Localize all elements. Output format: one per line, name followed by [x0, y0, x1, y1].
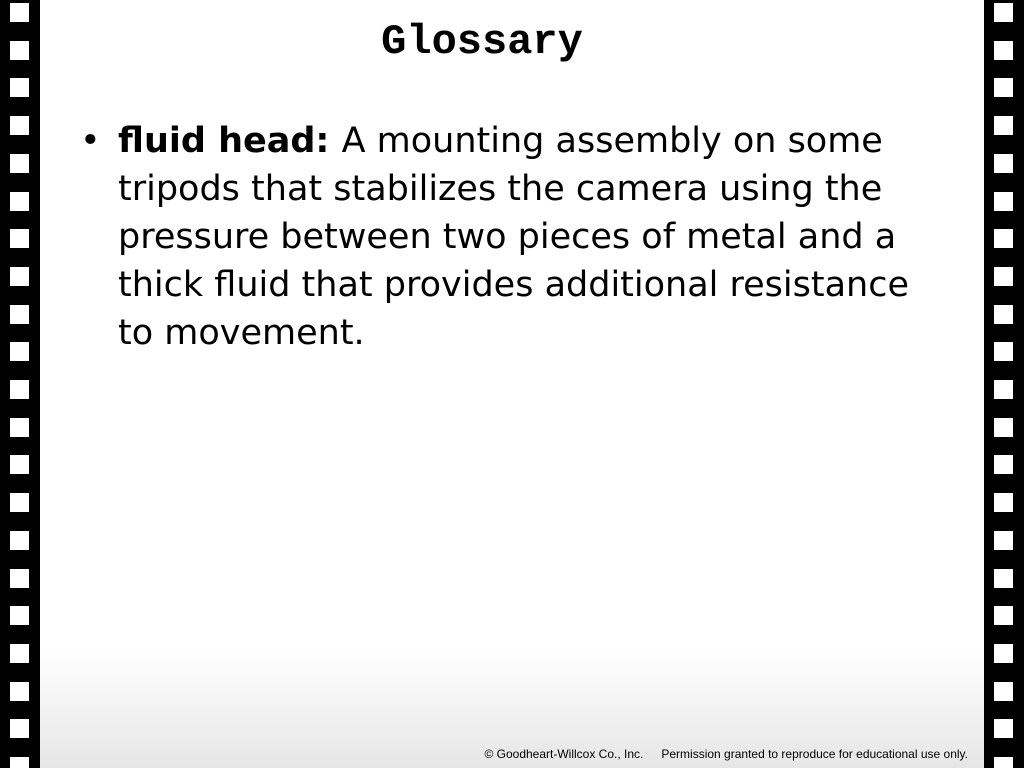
bullet-list — [80, 117, 920, 357]
film-strip-left — [0, 0, 40, 768]
sprocket-hole-right — [994, 380, 1013, 399]
sprocket-hole-left — [10, 493, 29, 512]
sprocket-hole-right — [994, 116, 1013, 135]
sprocket-hole-right — [994, 719, 1013, 738]
sprocket-hole-right — [994, 644, 1013, 663]
sprocket-hole-right — [994, 78, 1013, 97]
sprocket-hole-right — [994, 41, 1013, 60]
sprocket-hole-left — [10, 229, 29, 248]
sprocket-hole-left — [10, 342, 29, 361]
sprocket-hole-right — [994, 455, 1013, 474]
sprocket-hole-right — [994, 757, 1013, 768]
sprocket-hole-right — [994, 342, 1013, 361]
sprocket-hole-left — [10, 719, 29, 738]
glossary-definition: A mounting assembly on some tripods that stabilizes the camera using the pressure between two pieces of metal and a thick fluid that provides additional resistance to movement. — [118, 121, 909, 353]
sprocket-hole-left — [10, 267, 29, 286]
sprocket-hole-left — [10, 531, 29, 550]
sprocket-hole-right — [994, 418, 1013, 437]
glossary-entry — [80, 117, 920, 357]
sprocket-hole-right — [994, 305, 1013, 324]
sprocket-hole-left — [10, 116, 29, 135]
sprocket-hole-left — [10, 418, 29, 437]
sprocket-hole-right — [994, 606, 1013, 625]
footer-copyright: © Goodheart-Willcox Co., Inc. — [484, 747, 644, 761]
footer — [484, 746, 968, 762]
sprocket-hole-left — [10, 757, 29, 768]
sprocket-hole-left — [10, 380, 29, 399]
sprocket-hole-right — [994, 229, 1013, 248]
sprocket-hole-left — [10, 154, 29, 173]
sprocket-hole-right — [994, 569, 1013, 588]
sprocket-hole-left — [10, 455, 29, 474]
sprocket-hole-right — [994, 192, 1013, 211]
footer-permission: Permission granted to reproduce for educational use only. — [661, 747, 968, 761]
sprocket-hole-left — [10, 569, 29, 588]
sprocket-hole-right — [994, 531, 1013, 550]
sprocket-hole-left — [10, 644, 29, 663]
slide-title: Glossary — [381, 18, 583, 66]
film-strip-right — [984, 0, 1024, 768]
bullet-marker: • — [80, 121, 101, 161]
sprocket-hole-right — [994, 493, 1013, 512]
sprocket-hole-left — [10, 192, 29, 211]
sprocket-hole-left — [10, 305, 29, 324]
sprocket-hole-left — [10, 78, 29, 97]
sprocket-hole-right — [994, 154, 1013, 173]
sprocket-hole-left — [10, 682, 29, 701]
sprocket-hole-right — [994, 3, 1013, 22]
glossary-term: fluid head: — [118, 121, 342, 161]
sprocket-hole-left — [10, 606, 29, 625]
sprocket-hole-right — [994, 682, 1013, 701]
sprocket-hole-right — [994, 267, 1013, 286]
